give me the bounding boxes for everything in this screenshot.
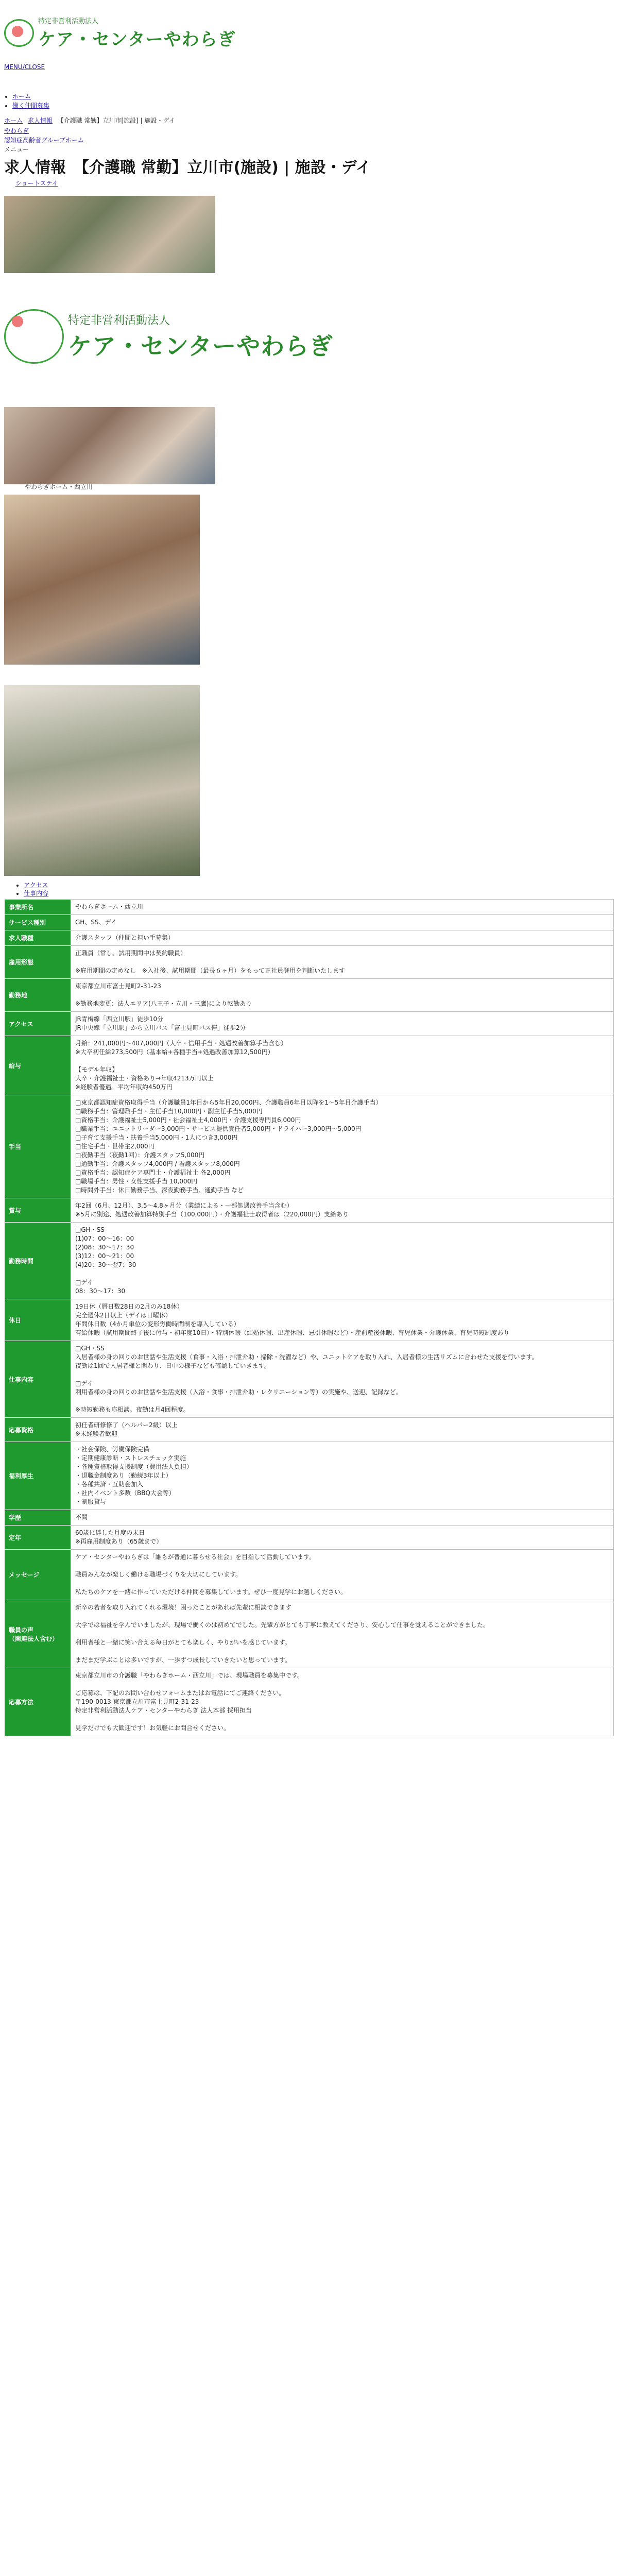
breadcrumb-current: 【介護職 常勤】立川市[施設] | 施設・デイ <box>57 117 175 124</box>
row-label: 勤務地 <box>5 979 71 1012</box>
nav-yawaragi[interactable]: やわらぎ <box>4 127 29 134</box>
section-tabs <box>15 881 48 897</box>
table-row <box>5 1012 614 1036</box>
table-row <box>5 1418 614 1442</box>
page-title: 求人情報 【介護職 常勤】立川市(施設) | 施設・デイ <box>4 159 371 177</box>
row-value: 東京都立川市富士見町2-31-23 ※勤務地変更：法人エリア(八王子・立川・三鷹)により転勤あり <box>71 979 614 1012</box>
logo-mark-icon <box>4 19 34 47</box>
top-links <box>4 63 45 71</box>
row-value: ・社会保険、労働保険完備 ・定期健康診断・ストレスチェック実施 ・各種資格取得支援制度（費用法人負担） ・退職金制度あり（勤続3年以上） ・各種共済・互助会加入 ・社内イベント多数（BBQ大会等） ・制服貸与 <box>71 1442 614 1510</box>
row-value: 介護スタッフ（仲間と担い手募集） <box>71 930 614 946</box>
side-nav <box>4 126 84 154</box>
table-row <box>5 1442 614 1510</box>
row-value: JR青梅線「西立川駅」徒歩10分 JR中央線「立川駅」から立川バス「富士見町バス停」徒歩2分 <box>71 1012 614 1036</box>
row-value: 正職員（常し、試用期間中は契約職員） ※雇用期間の定めなし ※入社後、試用期間（最長６ヶ月）をもって正社員登用を判断いたします <box>71 946 614 979</box>
table-row <box>5 1550 614 1600</box>
row-value: 東京都立川市の介護職「やわらぎホーム・西立川」では、現場職員を募集中です。 ご応募は、下記のお問い合わせフォームまたはお電話にてご連絡ください。 〒190-0013 東京都立川市富士見町2-31-23 特定非営利活動法人ケア・センターやわらぎ 法人本部 採用担当 見学だけでも大歓迎です！お気軽にお問合せください。 <box>71 1668 614 1736</box>
nav-grouphome[interactable]: 認知症高齢者グループホーム <box>4 137 84 144</box>
row-label: サービス種別 <box>5 915 71 930</box>
row-value: 19日休（暦日数28日の2月のみ18休） 完全週休2日以上（デイは日曜休） 年間休日数（4か月単位の変形労働時間制を導入している） 有給休暇（試用期間終了後に付与・初年度10日）・特別休暇（結婚休暇、出産休暇、忌引休暇など）・産前産後休暇、育児休業・介護休業、育児時短制度あり <box>71 1299 614 1341</box>
row-label: 賞与 <box>5 1198 71 1223</box>
row-value: やわらぎホーム・西立川 <box>71 900 614 915</box>
table-row <box>5 1095 614 1198</box>
table-row <box>5 1223 614 1299</box>
row-label: メッセージ <box>5 1550 71 1600</box>
table-row <box>5 1299 614 1341</box>
banner-logo <box>4 309 333 364</box>
row-value: □GH・SS (1)07：00〜16：00 (2)08：30〜17：30 (3)12：00〜21：00 (4)20：30〜翌7：30 □デイ 08：30〜17：30 <box>71 1223 614 1299</box>
row-label: 事業所名 <box>5 900 71 915</box>
row-value: 60歳に達した月度の末日 ※再雇用制度あり（65歳まで） <box>71 1526 614 1550</box>
nav-recruit-link[interactable]: 働く仲間募集 <box>12 102 50 109</box>
row-label: 求人職種 <box>5 930 71 946</box>
banner-logo-mark-icon <box>4 309 64 364</box>
tab-job-description[interactable]: 仕事内容 <box>24 890 49 897</box>
row-value: 月給：241,000円〜407,000円（大卒・信用手当・処遇改善加算手当含む） ※大卒初任給273,500円（基本給+各種手当+処遇改善加算12,500円） 【モデル年収】 大卒・介護福祉士・資格あり→年収4213万円以上 ※経験者優遇。平均年収約450万円 <box>71 1036 614 1095</box>
row-label: 仕事内容 <box>5 1341 71 1418</box>
site-logo[interactable] <box>4 15 236 50</box>
row-value: ケア・センターやわらぎは「誰もが普通に暮らせる社会」を目指して活動しています。 職員みんなが楽しく働ける職場づくりを大切にしています。 私たちのケアを一緒に作っていただける仲間を募集しています。ぜひ一度見学にお越しください。 <box>71 1550 614 1600</box>
row-label: 職員の声 （関連法人含む） <box>5 1600 71 1668</box>
banner-org-name: ケア・センターやわらぎ <box>68 332 334 360</box>
table-row <box>5 1526 614 1550</box>
table-row <box>5 900 614 915</box>
staff-photo <box>4 407 215 484</box>
hero-photo <box>4 196 215 273</box>
row-value: □GH・SS 入居者様の身の回りのお世話や生活支援（食事・入浴・排泄介助・掃除・洗濯など）や、ユニットケアを取り入れ、入居者様の生活リズムに合わせた支援を行います。 夜勤は1回で入居者様と関わり、日中の様子なども確認していきます。 □デイ 利用者様の身の回りのお世話や生活支援（入浴・食事・排泄介助・レクリエーション等）の実施や、送迎、記録など。 ※時短勤務も応相談。夜勤は月4回程度。 <box>71 1341 614 1418</box>
banner-org-type: 特定非営利活動法人 <box>68 314 170 327</box>
breadcrumb <box>4 116 175 125</box>
row-label: 応募資格 <box>5 1418 71 1442</box>
table-row <box>5 979 614 1012</box>
row-value: GH、SS、デイ <box>71 915 614 930</box>
top-nav <box>4 92 49 110</box>
table-row <box>5 1600 614 1668</box>
photo-caption: やわらぎホーム・西立川 <box>25 483 93 490</box>
row-value: 年2回（6月、12月）、3.5〜4.8ヶ月分（業績による・一部処遇改善手当含む） ※5月に別途、処遇改善加算特別手当（100,000円）・介護福祉士取得者は（220,000円）支給あり <box>71 1198 614 1223</box>
row-label: 雇用形態 <box>5 946 71 979</box>
row-label: 手当 <box>5 1095 71 1198</box>
side-menu-label: メニュー <box>4 146 29 153</box>
table-row <box>5 1510 614 1526</box>
row-label: 給与 <box>5 1036 71 1095</box>
row-label: アクセス <box>5 1012 71 1036</box>
row-value: 新卒の若者を取り入れてくれる環境！困ったことがあれば先輩に相談できます 大学では福祉を学んでいましたが、現場で働くのは初めてでした。先輩方がとても丁寧に教えてくださり、安心して仕事を覚えることができました。 利用者様と一緒に笑い合える毎日がとても楽しく、やりがいを感じています。 まだまだ学ぶことは多いですが、一歩ずつ成長していきたいと思っています。 <box>71 1600 614 1668</box>
table-row <box>5 915 614 930</box>
table-row <box>5 1668 614 1736</box>
sublink-short-stay[interactable]: ショートステイ <box>15 180 58 187</box>
row-label: 定年 <box>5 1526 71 1550</box>
breadcrumb-parent[interactable]: 求人情報 <box>27 117 53 124</box>
row-label: 勤務時間 <box>5 1223 71 1299</box>
nav-home-link[interactable]: ホーム <box>12 93 31 100</box>
table-row <box>5 1036 614 1095</box>
logo-org-name: ケア・センターやわらぎ <box>38 29 236 50</box>
row-label: 福利厚生 <box>5 1442 71 1510</box>
row-value: 初任者研修修了（ヘルパー2級）以上 ※未経験者歓迎 <box>71 1418 614 1442</box>
breadcrumb-home[interactable]: ホーム <box>4 117 23 124</box>
row-value: 不問 <box>71 1510 614 1526</box>
table-row <box>5 1198 614 1223</box>
tab-access[interactable]: アクセス <box>24 882 48 889</box>
caregiver-photo <box>4 495 200 665</box>
row-label: 休日 <box>5 1299 71 1341</box>
sub-links <box>15 178 58 189</box>
outdoor-photo <box>4 685 200 876</box>
table-row <box>5 930 614 946</box>
job-info-table <box>4 899 614 1736</box>
menu-close-link[interactable]: MENU/CLOSE <box>4 63 45 71</box>
row-label: 学歴 <box>5 1510 71 1526</box>
row-label: 応募方法 <box>5 1668 71 1736</box>
table-row <box>5 1341 614 1418</box>
row-value: □東京都認知症資格取得手当（介護職員1年目から5年目20,000円、介護職員6年目以降を1〜5年目介護手当） □職務手当：管理職手当・主任手当10,000円・副主任手当5,000円 □資格手当：介護福祉士5,000円・社会福祉士4,000円・介護支援専門員6,000円 □職業手当：ユニットリーダー3,000円・サービス提供責任者5,000円・ドライバー3,000円〜5,000円 □子育て支援手当・扶養手当5,000円・1人につき3,000円 □住宅手当・世帯主2,000円 □夜勤手当（夜勤1回）：介護スタッフ5,000円 □通勤手当：介護スタッフ4,000円 / 看護スタッフ8,000円 □資格手当：認知症ケア専門士・介護福祉士 各2,000円 □職場手当：男性・女性支援手当 10,000円 □時間外手当：休日勤務手当、深夜勤務手当、通勤手当 など <box>71 1095 614 1198</box>
table-row <box>5 946 614 979</box>
logo-org-type: 特定非営利活動法人 <box>38 18 99 25</box>
